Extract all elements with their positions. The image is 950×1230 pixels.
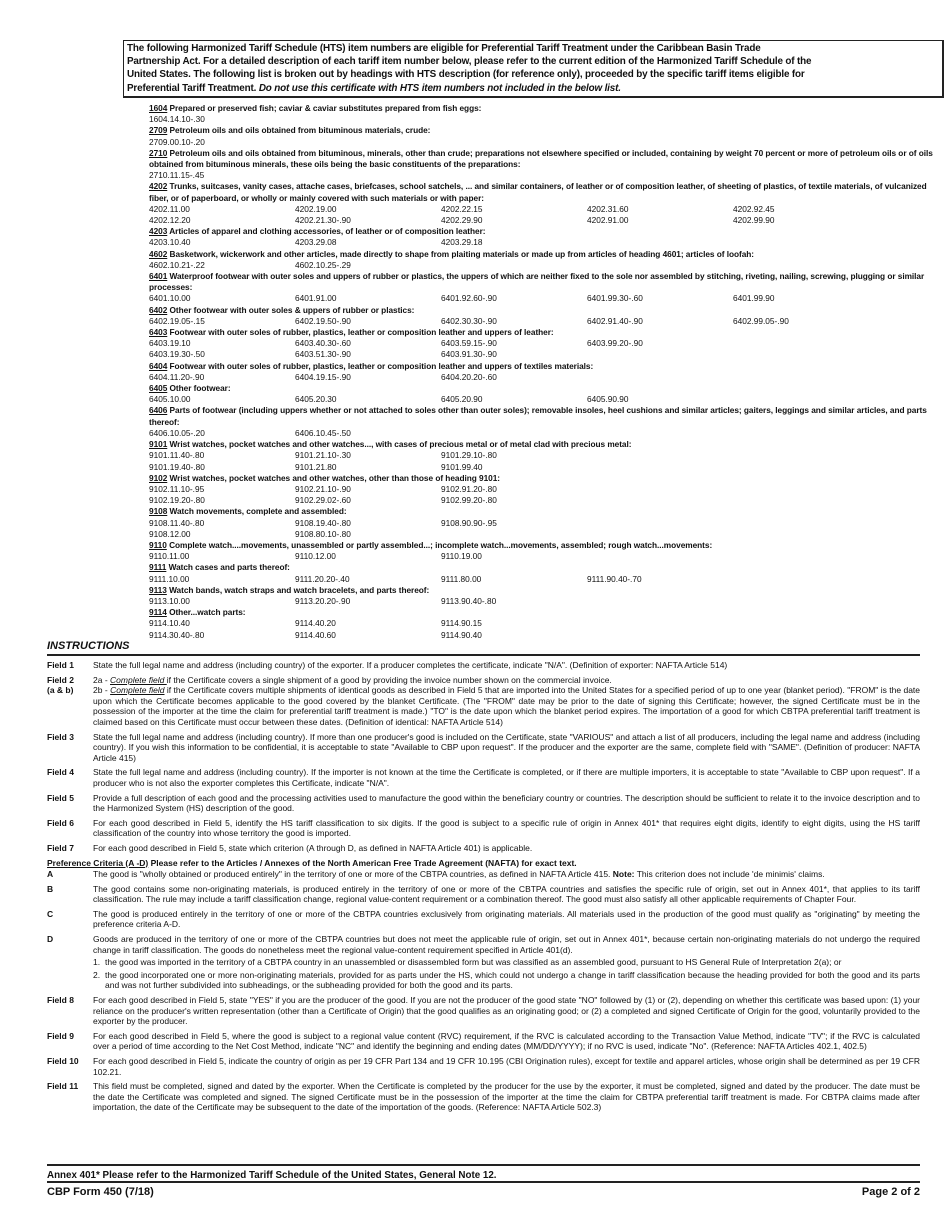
heading-text: Wrist watches, pocket watches and other watches, other than those of heading 9101:: [167, 472, 500, 483]
heading-description: [149, 305, 939, 316]
tariff-item: 6405.10.00: [149, 394, 191, 405]
fields-list: [47, 660, 920, 854]
tariff-item: 9102.99.20-.80: [441, 495, 497, 506]
heading-description: [149, 506, 939, 517]
heading-text: Other footwear:: [167, 383, 231, 394]
heading-description: [149, 226, 939, 237]
heading-description: [149, 540, 939, 551]
tariff-item: 9101.21.10-.30: [295, 450, 351, 461]
tariff-item: 9114.40.20: [295, 618, 336, 629]
tariff-heading-group: [149, 361, 939, 383]
heading-text: Complete watch....movements, unassembled or partly assembled...; incomplete watch...movements, assembled; rough watch...movements:: [166, 539, 713, 550]
heading-description: [149, 562, 939, 573]
tariff-item: 4203.29.18: [441, 237, 483, 248]
paragraph-prefix: 2a -: [93, 674, 111, 685]
tariff-heading-group: [149, 562, 939, 584]
instruction-field: [47, 818, 920, 839]
heading-text: Other footwear with outer soles & uppers of rubber or plastics:: [167, 304, 415, 315]
heading-code: 6402: [149, 304, 168, 315]
criterion-subitem: [93, 957, 920, 968]
instructions-section: [47, 640, 920, 1117]
field-number: Field 11: [47, 1081, 79, 1092]
heading-description: [149, 148, 939, 170]
criterion-text: The good is "wholly obtained or produced entirely" in the territory of one or more of the CBTPA countries, as defined in NAFTA Article 415.: [93, 869, 613, 880]
instruction-field: [47, 793, 920, 814]
paragraph-text: State the full legal name and address (including country) of the exporter. If a producer completes the certificate, indicate "N/A". (Definition of exporter: NAFTA Article 514): [93, 660, 728, 670]
tariff-item: 9110.12.00: [295, 551, 336, 562]
paragraph-text: if the Certificate covers a single shipment of a good by providing the invoice number shown on the commercial invoice.: [166, 674, 612, 685]
tariff-row: [149, 114, 939, 125]
criterion-text: The good is produced entirely in the territory of one or more of the CBTPA countries exclusively from originating materials. All materials used in the production of the good must qualify as "originating" by meeting the preference criteria A-D.: [93, 908, 920, 930]
field-number: Field 6: [47, 817, 74, 828]
criterion: [47, 934, 920, 991]
heading-description: [149, 271, 939, 293]
tariff-item: 6401.99.30-.60: [587, 293, 643, 304]
heading-description: [149, 473, 939, 484]
tariff-item: 4602.10.21-.22: [149, 259, 205, 270]
tariff-item: 9101.11.40-.80: [149, 450, 205, 461]
heading-code: 2710: [149, 147, 168, 158]
field-paragraph: [93, 843, 920, 854]
tariff-item: 6403.40.30-.60: [295, 338, 351, 349]
tariff-item: 9102.21.10-.90: [295, 483, 351, 494]
field-paragraph: [93, 767, 920, 788]
field-description: [93, 818, 920, 839]
field-paragraph: [93, 793, 920, 814]
criteria-heading-text: Please refer to the Articles / Annexes of the North American Free Trade Agreement (NAFTA) for exact text.: [148, 857, 577, 868]
tariff-item: 4202.22.15: [441, 203, 483, 214]
tariff-item: 9101.29.10-.80: [441, 450, 497, 461]
notice-line: The following Harmonized Tariff Schedule (HTS) item numbers are eligible for Preferential Tariff Treatment under the Caribbean Basin Trade: [127, 43, 761, 54]
tariff-item: 4202.92.45: [733, 203, 775, 214]
tariff-item: 4202.12.20: [149, 215, 191, 226]
tariff-item: 4202.91.00: [587, 215, 629, 226]
tariff-item: 2710.11.15-.45: [149, 170, 205, 181]
heading-text: Waterproof footwear with outer soles and uppers of rubber or plastics, the uppers of which are neither fixed to the sole nor assembled by stitching, riveting, nailing, screwing, plugging or similar processes:: [149, 271, 925, 293]
criterion-text: The good contains some non-originating materials, is produced entirely in the territory of one or more of the CBTPA countries and satisfies the specific rule of origin, set out in Annex 401*, that applies to its tariff classification. The rule may include a tariff classification change, regional value-content requirement or a combination thereof. The good must also satisfy all other applicable requirements of Chapter Four.: [93, 883, 920, 905]
criterion-note-label: Note:: [612, 869, 635, 880]
tariff-item: 4202.21.30-.90: [295, 215, 351, 226]
tariff-item: 9110.19.00: [441, 551, 482, 562]
heading-text: Articles of apparel and clothing accessories, of leather or of composition leather:: [167, 226, 486, 237]
tariff-item: 9114.40.60: [295, 629, 336, 640]
field-number: Field 2: [47, 674, 74, 685]
tariff-item: 4202.19.00: [295, 203, 337, 214]
tariff-item: 9102.29.02-.60: [295, 495, 351, 506]
field-paragraph: [93, 1031, 920, 1052]
form-footer: [47, 1181, 920, 1198]
tariff-item: 9111.90.40-.70: [587, 573, 642, 584]
criterion-letter: D: [47, 934, 54, 945]
tariff-item: 9110.11.00: [149, 551, 190, 562]
heading-text: Wrist watches, pocket watches and other watches..., with cases of precious metal or of metal clad with precious metal:: [167, 439, 632, 450]
heading-code: 4202: [149, 181, 168, 192]
tariff-row: [149, 618, 939, 629]
tariff-row: [149, 260, 939, 271]
tariff-item: 6401.10.00: [149, 293, 191, 304]
tariff-item: 9101.21.80: [295, 461, 337, 472]
heading-text: Prepared or preserved fish; caviar & caviar substitutes prepared from fish eggs:: [167, 103, 482, 113]
heading-code: 9110: [149, 539, 167, 550]
paragraph-text: State the full legal name and address (including country). If the importer is not known at the time the Certificate is completed, or if there are multiple importers, it is acceptable to state "Available to CBP upon request". If a producer who is not also the exporter completes this Certificate, indicate "N/A".: [93, 767, 920, 788]
subitem-text: the good incorporated one or more non-originating materials, provided for as parts under the HS, which could not undergo a change in tariff classification because the heading provided for both the good and its parts and was not further subdivided into subheadings, or the subheading provided for both the good and its parts.: [105, 969, 920, 991]
tariff-item: 6401.99.90: [733, 293, 775, 304]
tariff-row: [149, 237, 939, 248]
heading-code: 9101: [149, 439, 168, 450]
tariff-row: [149, 293, 939, 304]
paragraph-text: This field must be completed, signed and dated by the exporter. When the Certificate is completed by the producer for the use by the exporter, it must be completed, signed and dated by the producer. The date must be the date the Certificate was completed and signed. The signed Certificate must be in the possession of the importer at the time the claim for CBTPA preferential tariff treatment is made. For CBTPA claims made after importation, the date of the Certificate may be subsequent to the date of the importation of the goods. (Reference: NAFTA Article 502.3): [93, 1081, 920, 1113]
heading-text: Watch bands, watch straps and watch bracelets, and parts thereof:: [166, 584, 430, 595]
heading-text: Basketwork, wickerwork and other articles, made directly to shape from plaiting materials or made up from articles of heading 4601; articles of loofah:: [167, 248, 754, 259]
tariff-item: 6405.90.90: [587, 394, 629, 405]
heading-code: 9113: [149, 584, 167, 595]
heading-description: [149, 125, 939, 136]
fields-list: [47, 995, 920, 1113]
paragraph-text: For each good described in Field 5, state "YES" if you are the producer of the good. If you are not the producer of the good state "NO" followed by (1) or (2), depending on whether this certificate was based upon: (1) your reliance on the producer's written representation (other than a Certificate of Origin) that the good qualifies as an originating good; or (2) a completed and signed Certificate of Origin for the good, voluntarily provided to the exporter by the producer.: [93, 995, 920, 1027]
tariff-item: 6403.51.30-.90: [295, 349, 351, 360]
field-label: [47, 1031, 93, 1052]
heading-text: Parts of footwear (including uppers whether or not attached to soles other than outer soles); removable insoles, heel cushions and similar articles; gaiters, leggings and similar articles, and parts thereof:: [149, 405, 927, 427]
heading-code: 4203: [149, 226, 168, 237]
tariff-item: 9111.20.20-.40: [295, 573, 350, 584]
tariff-item: 4202.31.60: [587, 203, 629, 214]
tariff-item: 6403.19.30-.50: [149, 349, 205, 360]
tariff-item: 1604.14.10-.30: [149, 114, 205, 125]
tariff-heading-group: [149, 473, 939, 507]
tariff-item: 6406.10.05-.20: [149, 427, 205, 438]
paragraph-text: For each good described in Field 5, where the good is subject to a regional value content (RVC) requirement, if the RVC is calculated according to the Transaction Value Method, indicate "TV"; if the RVC is calculated over a period of time according to the Net Cost Method, indicate "NC" and identify the beginning and ending dates (MM/DD/YYYY); if no RVC is used, indicate "No". (Reference: NAFTA Articles 402.1, 402.5): [93, 1030, 920, 1052]
heading-text: Footwear with outer soles of rubber, plastics, leather or composition leather and uppers of leather:: [167, 327, 554, 338]
tariff-item: 9114.30.40-.80: [149, 629, 205, 640]
tariff-item: 6402.99.05-.90: [733, 315, 789, 326]
tariff-heading-group: [149, 148, 939, 182]
tariff-heading-group: [149, 125, 939, 147]
tariff-item: 6405.20.30: [295, 394, 337, 405]
tariff-heading-group: [149, 607, 939, 641]
instruction-field: [47, 660, 920, 671]
instruction-field: [47, 843, 920, 854]
tariff-item: 6405.20.90: [441, 394, 483, 405]
tariff-row: [149, 338, 939, 349]
preference-criteria: [47, 858, 920, 992]
tariff-item: 6403.59.15-.90: [441, 338, 497, 349]
tariff-list: [149, 103, 939, 641]
page-number: Page 2 of 2: [861, 1186, 920, 1198]
eligibility-notice: [123, 40, 944, 98]
field-number: Field 1: [47, 660, 74, 670]
notice-text: Preferential Tariff Treatment.: [127, 82, 259, 94]
tariff-row: [149, 349, 939, 360]
notice-line: Partnership Act. For a detailed description of each tariff item number below, please refer to the current edition of the Harmonized Tariff Schedule of the: [127, 56, 812, 68]
paragraph-text: State the full legal name and address (including country). If more than one producer's good is included on the Certificate, state "VARIOUS" and attach a list of all producers, including the legal name and address (including country). If you wish this information to be confidential, it is acceptable to state "Available to CBP upon request". If the producer and the exporter are the same, complete field with "SAME". (Definition of producer: NAFTA Article 415): [93, 731, 920, 763]
heading-code: 9111: [149, 562, 167, 573]
tariff-row: [149, 394, 939, 405]
heading-code: 6403: [149, 327, 168, 338]
heading-text: Watch movements, complete and assembled:: [167, 506, 347, 517]
tariff-item: 9102.91.20-.80: [441, 483, 497, 494]
field-number: Field 10: [47, 1056, 79, 1066]
tariff-item: 9113.10.00: [149, 595, 190, 606]
field-number: Field 7: [47, 842, 74, 853]
field-paragraph: [93, 732, 920, 764]
tariff-item: 9114.90.40: [441, 629, 482, 640]
criterion-description: [93, 909, 920, 930]
tariff-item: 6402.91.40-.90: [587, 315, 643, 326]
tariff-row: [149, 450, 939, 461]
field-paragraph: [93, 660, 920, 671]
field-paragraph: [93, 1081, 920, 1113]
instruction-field: [47, 1031, 920, 1052]
subitem-number: 2.: [93, 969, 101, 980]
field-number: Field 3: [47, 731, 74, 742]
heading-description: [149, 585, 939, 596]
field-label: [47, 843, 93, 854]
field-label: [47, 1056, 93, 1077]
criterion-description: [93, 869, 920, 880]
field-paragraph: [93, 1056, 920, 1077]
tariff-item: 4203.10.40: [149, 237, 191, 248]
tariff-row: [149, 316, 939, 327]
tariff-heading-group: [149, 439, 939, 473]
tariff-item: 6404.19.15-.90: [295, 371, 351, 382]
tariff-item: 2709.00.10-.20: [149, 136, 205, 147]
instruction-field: [47, 1081, 920, 1113]
heading-code: 2709: [149, 125, 168, 136]
field-label: [47, 675, 93, 728]
heading-code: 9108: [149, 506, 168, 517]
field-number: Field 4: [47, 767, 74, 778]
field-description: [93, 1056, 920, 1077]
heading-text: Footwear with outer soles of rubber, plastics, leather or composition leather and uppers of textiles materials:: [167, 360, 594, 371]
tariff-row: [149, 574, 939, 585]
paragraph-text: Provide a full description of each good and the processing activities used to manufacture the good within the beneficiary country or countries. The description should be sufficient to relate it to the invoice description and to the Harmonized System (HS) description of the good.: [93, 792, 920, 814]
notice-line: United States. The following list is broken out by headings with HTS description (for reference only), proceeded by the specific tariff items eligible for: [127, 69, 805, 81]
complete-field-emphasis: Complete field: [110, 674, 167, 685]
heading-description: [149, 383, 939, 394]
tariff-item: 6404.20.20-.60: [441, 371, 497, 382]
tariff-heading-group: [149, 585, 939, 607]
instruction-field: [47, 732, 920, 764]
heading-description: [149, 405, 939, 427]
subitem-text: the good was imported in the territory of a CBTPA country in an unassembled or disassembled form but was classified as an assembled good, pursuant to HS General Rule of Interpretation 2(a); or: [105, 957, 842, 968]
tariff-heading-group: [149, 506, 939, 540]
tariff-item: 9108.90.90-.95: [441, 517, 497, 528]
heading-text: Trunks, suitcases, vanity cases, attache cases, briefcases, school satchels, ... and similar containers, of leather or of composition leather, of sheeting of plastics, of textile materials, of vulcanized fiber, or of paperboard, or wholly or mainly covered with such materials or with paper:: [149, 181, 927, 203]
tariff-item: 4602.10.25-.29: [295, 259, 351, 270]
tariff-heading-group: [149, 181, 939, 226]
tariff-item: 6401.91.00: [295, 293, 337, 304]
heading-code: 6404: [149, 360, 168, 371]
tariff-item: 9101.19.40-.80: [149, 461, 205, 472]
heading-description: [149, 181, 939, 203]
paragraph-text: For each good described in Field 5, state which criterion (A through D, as defined in NAFTA Article 401) is applicable.: [93, 842, 533, 853]
heading-code: 9114: [149, 607, 167, 618]
tariff-item: 4202.99.90: [733, 215, 775, 226]
heading-code: 6406: [149, 405, 168, 416]
field-paragraph: [93, 675, 920, 686]
field-label: [47, 818, 93, 839]
tariff-row: [149, 204, 939, 215]
heading-code: 1604: [149, 103, 168, 113]
tariff-item: 9111.10.00: [149, 573, 190, 584]
heading-code: 6401: [149, 271, 168, 282]
tariff-row: [149, 596, 939, 607]
criterion-letter: A: [47, 869, 54, 880]
field-description: [93, 1031, 920, 1052]
field-subparts: (a & b): [47, 685, 74, 696]
heading-description: [149, 249, 939, 260]
tariff-item: 9113.20.20-.90: [295, 595, 351, 606]
complete-field-emphasis: Complete field: [110, 685, 165, 696]
tariff-heading-group: [149, 405, 939, 439]
tariff-item: 9111.80.00: [441, 573, 482, 584]
tariff-row: [149, 518, 939, 529]
tariff-item: 6402.30.30-.90: [441, 315, 497, 326]
field-description: [93, 1081, 920, 1113]
tariff-item: 9114.90.15: [441, 618, 482, 629]
criterion: [47, 909, 920, 930]
field-label: [47, 793, 93, 814]
tariff-item: 6402.19.05-.15: [149, 315, 205, 326]
tariff-heading-group: [149, 249, 939, 271]
field-label: [47, 1081, 93, 1113]
notice-warning: Do not use this certificate with HTS item numbers not included in the below list.: [258, 82, 621, 94]
tariff-item: 6403.19.10: [149, 338, 191, 349]
heading-code: 6405: [149, 383, 168, 394]
tariff-item: 6403.99.20-.90: [587, 338, 643, 349]
paragraph-text: if the Certificate covers multiple shipments of identical goods as described in Field 5 that are imported into the United States for a specified period of up to one year (blanket period). "FROM" is the date upon which the Certificate becomes applicable to the good covered by the blanket Certificate. (The "FROM" date may be prior to the date of signing this Certificate; however, the signed Certificate must be in the possession of the importer at the time the claim for preferential tariff treatment is made.) "TO" is the date upon which the blanket period expires. The importation of a good for which CBTPA preferential tariff treatment is claimed based on this Certificate must occur between these dates. (Definition of identical: NAFTA Article 514): [93, 685, 921, 727]
form-number: CBP Form 450 (7/18): [47, 1186, 154, 1198]
tariff-row: [149, 462, 939, 473]
heading-text: Watch cases and parts thereof:: [166, 562, 290, 573]
tariff-item: 6406.10.45-.50: [295, 427, 351, 438]
criterion: [47, 869, 920, 880]
tariff-item: 6403.91.30-.90: [441, 349, 497, 360]
criterion-letter: B: [47, 883, 54, 894]
tariff-item: 4203.29.08: [295, 237, 337, 248]
field-number: Field 9: [47, 1030, 74, 1041]
annex-note: Annex 401* Please refer to the Harmonized Tariff Schedule of the United States, General Note 12.: [47, 1164, 920, 1181]
tariff-row: [149, 137, 939, 148]
field-description: [93, 793, 920, 814]
heading-description: [149, 361, 939, 372]
tariff-heading-group: [149, 226, 939, 248]
tariff-item: 9102.19.20-.80: [149, 495, 205, 506]
tariff-item: 9113.90.40-.80: [441, 595, 497, 606]
tariff-row: [149, 372, 939, 383]
field-paragraph: [93, 685, 920, 727]
instruction-field: [47, 675, 920, 728]
paragraph-text: For each good described in Field 5, indicate the country of origin as per 19 CFR Part 134 and 19 CFR 10.195 (CBI Origination rules), except for textile and apparel articles, whose origin shall be determined as per 19 CFR 102.21.: [93, 1056, 920, 1077]
tariff-row: [149, 428, 939, 439]
field-description: [93, 660, 920, 671]
paragraph-prefix: 2b -: [93, 685, 111, 696]
tariff-heading-group: [149, 271, 939, 305]
tariff-item: 6401.92.60-.90: [441, 293, 497, 304]
tariff-heading-group: [149, 383, 939, 405]
tariff-row: [149, 495, 939, 506]
field-description: [93, 995, 920, 1027]
tariff-item: 9108.80.10-.80: [295, 528, 351, 539]
tariff-item: 4202.11.00: [149, 203, 190, 214]
field-paragraph: [93, 995, 920, 1027]
tariff-row: [149, 551, 939, 562]
criterion-description: [93, 884, 920, 905]
tariff-heading-group: [149, 540, 939, 562]
tariff-item: 4202.29.90: [441, 215, 483, 226]
tariff-item: 9114.10.40: [149, 618, 190, 629]
tariff-item: 9108.11.40-.80: [149, 517, 205, 528]
criterion-text: Goods are produced in the territory of one or more of the CBTPA countries but does not meet the applicable rule of origin, set out in Annex 401*, because certain non-originating materials do not undergo the required change in tariff classification. The goods do nonetheless meet the regional value-content requirement specified in Article 401(d).: [93, 934, 920, 955]
criteria-heading: [47, 858, 920, 869]
field-description: [93, 732, 920, 764]
criteria-heading-link: Preference Criteria (A -D): [47, 857, 149, 868]
tariff-row: [149, 215, 939, 226]
criterion: [47, 884, 920, 905]
heading-description: [149, 327, 939, 338]
heading-code: 9102: [149, 472, 168, 483]
subitem-number: 1.: [93, 957, 101, 968]
criterion-note: This criterion does not include 'de minimis' claims.: [634, 869, 825, 880]
tariff-row: [149, 170, 939, 181]
field-paragraph: [93, 818, 920, 839]
tariff-item: 9101.99.40: [441, 461, 483, 472]
criterion-letter: C: [47, 908, 54, 919]
criterion-subitem: [93, 970, 920, 991]
heading-description: [149, 607, 939, 618]
heading-code: 4602: [149, 248, 168, 259]
heading-text: Petroleum oils and oils obtained from bituminous, minerals, other than crude; preparations not elsewhere specified or included, containing by weight 70 percent or more of petroleum oils or of oils obtained from bituminous minerals, these oils being the basic constituents of the preparations:: [149, 147, 933, 170]
tariff-item: 6404.11.20-.90: [149, 371, 205, 382]
heading-description: [149, 439, 939, 450]
tariff-heading-group: [149, 103, 939, 125]
field-number: Field 5: [47, 792, 74, 803]
tariff-item: 9108.12.00: [149, 528, 191, 539]
tariff-item: 9108.19.40-.80: [295, 517, 351, 528]
field-label: [47, 660, 93, 671]
heading-description: [149, 103, 939, 114]
tariff-heading-group: [149, 305, 939, 327]
field-description: [93, 767, 920, 788]
field-label: [47, 995, 93, 1027]
tariff-heading-group: [149, 327, 939, 361]
heading-text: Other...watch parts:: [166, 607, 246, 618]
paragraph-text: For each good described in Field 5, identify the HS tariff classification to six digits. If the good is subject to a specific rule of origin in Annex 401* that requires eight digits, identify to eight digits, using the HS tariff classification of the country into whose territory the good is imported.: [93, 817, 920, 839]
tariff-row: [149, 484, 939, 495]
criterion-description: [93, 934, 920, 991]
tariff-item: 6402.19.50-.90: [295, 315, 351, 326]
notice-line: [127, 82, 940, 95]
field-label: [47, 767, 93, 788]
heading-text: Petroleum oils and oils obtained from bituminous materials, crude:: [167, 125, 431, 136]
field-label: [47, 732, 93, 764]
instruction-field: [47, 995, 920, 1027]
field-description: [93, 675, 920, 728]
instructions-title: INSTRUCTIONS: [47, 640, 920, 656]
field-number: Field 8: [47, 995, 74, 1006]
tariff-item: 9102.11.10-.95: [149, 483, 205, 494]
tariff-row: [149, 529, 939, 540]
instruction-field: [47, 767, 920, 788]
field-description: [93, 843, 920, 854]
instruction-field: [47, 1056, 920, 1077]
